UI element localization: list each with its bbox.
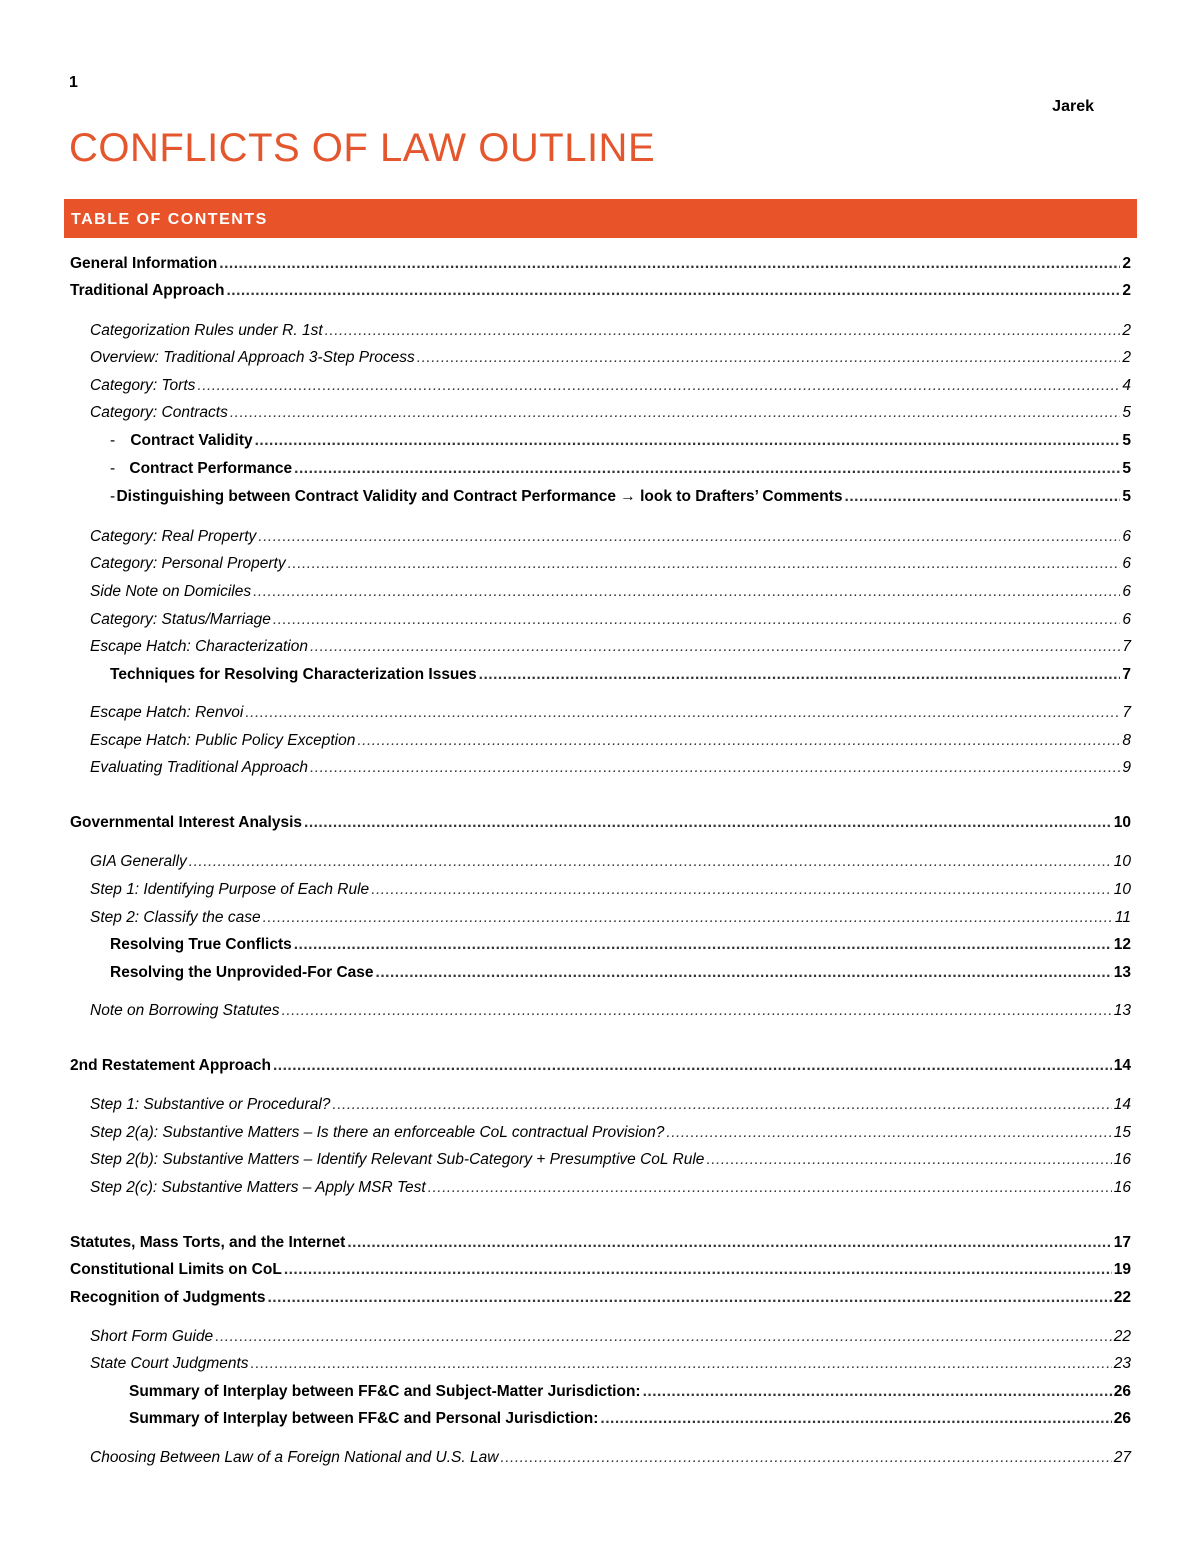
toc-entry-text: GIA Generally xyxy=(90,853,187,870)
toc-page-number: 6 xyxy=(1122,583,1131,600)
toc-leader-dots xyxy=(282,1000,1112,1022)
toc-entry[interactable] xyxy=(90,402,1131,424)
toc-entry-title xyxy=(70,253,217,275)
toc-bullet: - xyxy=(110,460,116,477)
toc-leader-dots xyxy=(357,730,1120,752)
toc-entry-title xyxy=(90,1094,330,1116)
toc-entry-title xyxy=(129,1408,598,1430)
toc-entry-text: General Information xyxy=(70,255,218,272)
toc-entry[interactable] xyxy=(129,1381,1131,1403)
toc-entry-title xyxy=(90,907,261,929)
toc-page-number: 26 xyxy=(1113,1410,1131,1427)
toc-entry-title xyxy=(90,1353,249,1375)
toc-entry-text: Techniques for Resolving Characterization Issues xyxy=(110,666,477,683)
toc-entry-title xyxy=(90,1122,664,1144)
toc-entry[interactable] xyxy=(90,1326,1131,1348)
toc-entry[interactable] xyxy=(90,879,1131,901)
toc-page-number: 5 xyxy=(1122,460,1131,477)
toc-entry-text: Summary of Interplay between FF&C and Subject-Matter Jurisdiction: xyxy=(129,1383,641,1400)
toc-entry-text: Distinguishing between Contract Validity and Contract Performance xyxy=(116,488,616,505)
toc-entry[interactable] xyxy=(90,757,1131,779)
toc-leader-dots xyxy=(643,1381,1112,1403)
toc-leader-dots xyxy=(215,1326,1112,1348)
toc-entry-title xyxy=(90,347,415,369)
toc-entry-title xyxy=(70,1287,265,1309)
toc-entry-title xyxy=(116,486,842,508)
toc-leader-dots xyxy=(600,1408,1111,1430)
toc-entry-title xyxy=(90,1000,280,1022)
toc-heading: TABLE OF CONTENTS xyxy=(71,211,268,228)
toc-page-number: 10 xyxy=(1113,881,1131,898)
toc-entry[interactable] xyxy=(110,962,1131,984)
toc-entry-title xyxy=(110,934,292,956)
toc-entry-text: Short Form Guide xyxy=(90,1328,214,1345)
toc-entry[interactable] xyxy=(90,1000,1131,1022)
toc-leader-dots xyxy=(258,526,1120,548)
toc-entry-text: Contract Performance xyxy=(129,460,293,477)
toc-page-number: 13 xyxy=(1113,964,1131,981)
toc-entry-title xyxy=(70,1259,282,1281)
toc-entry-text: Recognition of Judgments xyxy=(70,1289,266,1306)
toc-entry[interactable] xyxy=(90,347,1131,369)
toc-page-number: 10 xyxy=(1113,814,1131,831)
toc-entry-title xyxy=(90,636,308,658)
toc-entry[interactable] xyxy=(90,1353,1131,1375)
toc-entry-text: Category: Status/Marriage xyxy=(90,611,271,628)
toc-entry-text: Side Note on Domiciles xyxy=(90,583,252,600)
toc-leader-dots xyxy=(230,402,1121,424)
toc-entry-text: Step 1: Identifying Purpose of Each Rule xyxy=(90,881,370,898)
toc-page-number: 14 xyxy=(1113,1057,1131,1074)
toc-leader-dots xyxy=(310,636,1120,658)
toc-entry-title xyxy=(90,581,251,603)
toc-entry[interactable] xyxy=(90,609,1131,631)
toc-entry-title xyxy=(129,458,292,480)
toc-leader-dots xyxy=(310,757,1120,779)
author-name: Jarek xyxy=(1052,98,1094,115)
toc-entry-text: Evaluating Traditional Approach xyxy=(90,759,308,776)
toc-entry-text: Resolving the Unprovided-For Case xyxy=(110,964,374,981)
toc-entry-title xyxy=(70,280,224,302)
toc-page-number: 5 xyxy=(1122,488,1131,505)
toc-entry-title xyxy=(130,430,252,452)
toc-page-number: 15 xyxy=(1113,1124,1131,1141)
toc-header-bar xyxy=(64,199,1137,238)
toc-entry-title xyxy=(90,730,355,752)
toc-leader-dots xyxy=(219,253,1120,275)
toc-page-number: 11 xyxy=(1114,909,1131,926)
toc-leader-dots xyxy=(263,907,1113,929)
toc-entry-title xyxy=(110,664,477,686)
toc-entry-title xyxy=(90,1447,498,1469)
toc-page-number: 12 xyxy=(1113,936,1131,953)
toc-entry-title xyxy=(90,851,187,873)
toc-entry[interactable] xyxy=(90,702,1131,724)
toc-leader-dots xyxy=(288,553,1121,575)
toc-entry[interactable] xyxy=(110,430,1131,452)
toc-entry-text: Escape Hatch: Characterization xyxy=(90,638,308,655)
toc-page-number: 23 xyxy=(1113,1355,1131,1372)
toc-entry-title xyxy=(90,609,271,631)
toc-entry-text: Step 2(b): Substantive Matters – Identify Relevant Sub-Category + Presumptive CoL Rule xyxy=(90,1151,705,1168)
toc-page-number: 19 xyxy=(1113,1261,1131,1278)
toc-leader-dots xyxy=(304,812,1112,834)
toc-page-number: 22 xyxy=(1113,1289,1131,1306)
toc-leader-dots xyxy=(273,609,1120,631)
page-number: 1 xyxy=(69,74,78,91)
toc-entry[interactable] xyxy=(70,1055,1131,1077)
toc-page-number: 2 xyxy=(1122,282,1131,299)
toc-page-number: 6 xyxy=(1122,555,1131,572)
toc-entry[interactable] xyxy=(70,1287,1131,1309)
toc-entry-title xyxy=(90,402,228,424)
toc-page-number: 5 xyxy=(1122,432,1131,449)
toc-leader-dots xyxy=(376,962,1112,984)
document-title: CONFLICTS OF LAW OUTLINE xyxy=(69,126,656,170)
toc-leader-dots xyxy=(294,934,1112,956)
toc-leader-dots xyxy=(666,1122,1111,1144)
toc-page-number: 6 xyxy=(1122,611,1131,628)
toc-leader-dots xyxy=(294,458,1120,480)
toc-page-number: 7 xyxy=(1122,666,1131,683)
toc-leader-dots xyxy=(197,375,1120,397)
toc-entry-title xyxy=(90,553,286,575)
toc-entry[interactable] xyxy=(90,1149,1131,1171)
toc-entry[interactable] xyxy=(90,320,1131,342)
arrow-icon: → xyxy=(616,488,641,505)
toc-entry[interactable] xyxy=(90,851,1131,873)
toc-page-number: 10 xyxy=(1113,853,1131,870)
toc-entry[interactable] xyxy=(110,934,1131,956)
toc-entry-text: Category: Personal Property xyxy=(90,555,286,572)
toc-leader-dots xyxy=(417,347,1121,369)
toc-entry-text: Categorization Rules under R. 1st xyxy=(90,322,323,339)
toc-bullet: - xyxy=(110,432,116,449)
toc-leader-dots xyxy=(706,1149,1111,1171)
toc-entry-title xyxy=(90,757,308,779)
toc-leader-dots xyxy=(255,430,1121,452)
toc-entry-text: 2nd Restatement Approach xyxy=(70,1057,271,1074)
toc-leader-dots xyxy=(251,1353,1112,1375)
toc-entry[interactable] xyxy=(90,730,1131,752)
toc-page-number: 5 xyxy=(1122,404,1131,421)
toc-entry[interactable] xyxy=(110,664,1131,686)
toc-entry[interactable] xyxy=(90,1122,1131,1144)
toc-page-number: 6 xyxy=(1122,528,1131,545)
toc-page-number: 13 xyxy=(1113,1002,1131,1019)
toc-entry-text: Step 2: Classify the case xyxy=(90,909,261,926)
toc-page-number: 16 xyxy=(1113,1151,1131,1168)
toc-entry-title xyxy=(70,1055,271,1077)
toc-page-number: 22 xyxy=(1113,1328,1131,1345)
toc-entry-title xyxy=(110,962,374,984)
toc-entry-text: Note on Borrowing Statutes xyxy=(90,1002,280,1019)
toc-leader-dots xyxy=(273,1055,1112,1077)
toc-page-number: 27 xyxy=(1113,1449,1131,1466)
toc-entry[interactable] xyxy=(90,1447,1131,1469)
toc-entry[interactable] xyxy=(90,375,1131,397)
toc-entry-text: Constitutional Limits on CoL xyxy=(70,1261,282,1278)
toc-leader-dots xyxy=(325,320,1121,342)
toc-page-number: 8 xyxy=(1122,732,1131,749)
toc-leader-dots xyxy=(347,1232,1111,1254)
toc-entry[interactable] xyxy=(90,907,1131,929)
toc-entry-title xyxy=(90,375,195,397)
toc-page-number: 9 xyxy=(1122,759,1131,776)
toc-entry-text: Escape Hatch: Public Policy Exception xyxy=(90,732,356,749)
toc-entry-text: Choosing Between Law of a Foreign National and U.S. Law xyxy=(90,1449,499,1466)
toc-entry-text: Statutes, Mass Torts, and the Internet xyxy=(70,1234,346,1251)
toc-entry-title xyxy=(90,1177,426,1199)
toc-entry[interactable] xyxy=(70,812,1131,834)
toc-entry[interactable] xyxy=(90,636,1131,658)
toc-entry-title xyxy=(90,702,243,724)
toc-leader-dots xyxy=(189,851,1112,873)
toc-page-number: 14 xyxy=(1113,1096,1131,1113)
toc-entry[interactable] xyxy=(70,253,1131,275)
toc-leader-dots xyxy=(371,879,1112,901)
toc-entry-title xyxy=(90,1149,704,1171)
toc-entry[interactable] xyxy=(90,581,1131,603)
toc-entry-title xyxy=(129,1381,641,1403)
toc-leader-dots xyxy=(428,1177,1112,1199)
toc-leader-dots xyxy=(479,664,1121,686)
toc-bullet: - xyxy=(110,488,116,505)
toc-entry[interactable] xyxy=(70,1232,1131,1254)
toc-entry[interactable] xyxy=(90,1177,1131,1199)
toc-entry-text: Category: Real Property xyxy=(90,528,257,545)
toc-entry-title xyxy=(90,320,323,342)
toc-entry-text: Contract Validity xyxy=(130,432,253,449)
toc-page-number: 2 xyxy=(1122,322,1131,339)
toc-entry[interactable] xyxy=(129,1408,1131,1430)
toc-entry[interactable] xyxy=(110,486,1131,508)
toc-leader-dots xyxy=(284,1259,1112,1281)
toc-entry-text: Resolving True Conflicts xyxy=(110,936,292,953)
toc-leader-dots xyxy=(226,280,1120,302)
toc-entry[interactable] xyxy=(90,526,1131,548)
toc-entry[interactable] xyxy=(110,458,1131,480)
toc-entry-text: Escape Hatch: Renvoi xyxy=(90,704,244,721)
toc-entry-title xyxy=(70,812,302,834)
toc-page-number: 16 xyxy=(1113,1179,1131,1196)
toc-page-number: 2 xyxy=(1122,349,1131,366)
toc-leader-dots xyxy=(245,702,1120,724)
toc-entry-text: Step 2(a): Substantive Matters – Is there an enforceable CoL contractual Provision? xyxy=(90,1124,665,1141)
toc-entry-title xyxy=(90,879,369,901)
toc-entry[interactable] xyxy=(70,280,1131,302)
toc-page-number: 2 xyxy=(1122,255,1131,272)
toc-leader-dots xyxy=(845,486,1121,508)
toc-leader-dots xyxy=(253,581,1120,603)
toc-entry-text: Category: Torts xyxy=(90,377,196,394)
toc-entry-text: Governmental Interest Analysis xyxy=(70,814,303,831)
toc-page-number: 4 xyxy=(1122,377,1131,394)
toc-entry[interactable] xyxy=(70,1259,1131,1281)
toc-leader-dots xyxy=(332,1094,1111,1116)
toc-entry-text: Traditional Approach xyxy=(70,282,225,299)
toc-leader-dots xyxy=(267,1287,1111,1309)
toc-entry-suffix: look to Drafters’ Comments xyxy=(640,488,843,505)
toc-entry-title xyxy=(90,526,256,548)
toc-entry[interactable] xyxy=(90,1094,1131,1116)
toc-entry-title xyxy=(70,1232,345,1254)
toc-entry-text: Summary of Interplay between FF&C and Personal Jurisdiction: xyxy=(129,1410,599,1427)
toc-entry[interactable] xyxy=(90,553,1131,575)
toc-page-number: 7 xyxy=(1122,638,1131,655)
toc-page-number: 26 xyxy=(1113,1383,1131,1400)
toc-leader-dots xyxy=(500,1447,1111,1469)
toc-entry-text: Step 2(c): Substantive Matters – Apply MSR Test xyxy=(90,1179,426,1196)
toc-page-number: 7 xyxy=(1122,704,1131,721)
toc-entry-title xyxy=(90,1326,213,1348)
toc-entry-text: Step 1: Substantive or Procedural? xyxy=(90,1096,331,1113)
toc-entry-text: Category: Contracts xyxy=(90,404,228,421)
toc-page-number: 17 xyxy=(1113,1234,1131,1251)
toc-entry-text: State Court Judgments xyxy=(90,1355,249,1372)
toc-entry-text: Overview: Traditional Approach 3-Step Process xyxy=(90,349,415,366)
